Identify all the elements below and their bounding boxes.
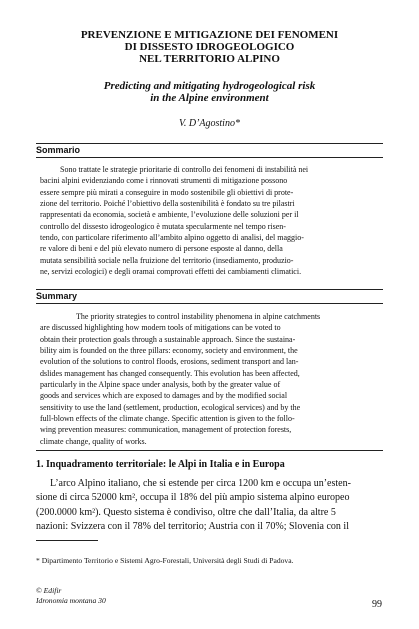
summary-line: obtain their protection goals through a sustainable approach. Since the sustaina- <box>40 334 296 344</box>
sommario-line: ne, servizi ecologici) e degli oramai comprovati effetti dei cambiamenti climatici. <box>40 267 302 277</box>
sommario-line: controllo del dissesto idrogeologico è mutata specularmente nel tempo risen- <box>40 221 286 231</box>
sommario-line: tendo, con particolare riferimento all’ambito alpino oggetto di analisi, del maggio- <box>40 233 304 243</box>
footnote: * Dipartimento Territorio e Sistemi Agro-Forestali, Università degli Studi di Padova. <box>36 556 294 565</box>
footnote-rule <box>36 540 98 541</box>
title-line: DI DISSESTO IDROGEOLOGICO <box>124 41 295 53</box>
summary-line: are discussed highlighting how modern tools of mitigations can be voted to <box>40 323 281 333</box>
sommario-label: Sommario <box>36 145 81 155</box>
sommario-line: bacini alpini evidenziando come i rinnovati strumenti di mitigazione possono <box>40 176 288 186</box>
sommario-line: re valore di beni e del più elevato numero di persone esposte al danno, della <box>40 244 283 254</box>
sommario-line: rappresentati da economia, società e ambiente, l’evoluzione delle soluzioni per il <box>40 210 299 220</box>
title-line: Predicting and mitigating hydrogeological risk <box>103 80 316 92</box>
summary-text <box>40 311 382 447</box>
body-line: (200.0000 km²). Questo sistema è condiviso, oltre che dall’Italia, da altre 5 <box>36 506 336 518</box>
journal-name: Idronomia montana 30 <box>36 596 106 605</box>
sommario-line: essere sempre più mirati a conseguire in modo sostenibile gli obiettivi di prote- <box>40 187 294 197</box>
section-rule <box>36 143 383 144</box>
title-line: in the Alpine environment <box>150 92 269 104</box>
sommario-line: Sono trattate le strategie prioritarie di controllo dei fenomeni di instabilità nei <box>60 165 309 174</box>
summary-line: climate change, quality of works. <box>40 436 147 446</box>
english-title <box>20 80 399 104</box>
body-line: L’arco Alpino italiano, che si estende per circa 1200 km e occupa un’esten- <box>50 478 351 489</box>
sommario-line: zione del territorio. Poiché l’obiettivo della sostenibilità è fondato su tre pilastri <box>40 199 295 209</box>
section-rule <box>36 450 383 451</box>
section-rule <box>36 157 383 158</box>
summary-line: particularly in the Alpine space under analysis, both by the greater value of <box>40 380 281 390</box>
sommario-line: mutata sensibilità sociale nella fruizione del territorio (insediamento, produzio- <box>40 255 294 265</box>
summary-line: goods and services which are exposed to damages and by the modified social <box>40 391 288 401</box>
summary-line: sensitivity to use the land (settlement, production, ecological services) and by the <box>40 402 301 412</box>
page-number: 99 <box>372 599 382 610</box>
summary-line: evolution of the solutions to control floods, erosions, sediment transport and lan- <box>40 357 299 367</box>
publisher: © Edifir <box>36 586 62 595</box>
title-line: NEL TERRITORIO ALPINO <box>139 53 280 65</box>
summary-line: bility aim is founded on the three pillars: economy, society and environment, the <box>40 346 298 356</box>
sommario-text <box>40 164 382 277</box>
section-rule <box>36 289 383 290</box>
title-line: PREVENZIONE E MITIGAZIONE DEI FENOMENI <box>80 29 339 41</box>
body-text <box>36 477 383 534</box>
summary-line: dslides management has changed consequently. This evolution has been affected, <box>40 368 300 378</box>
summary-line: The priority strategies to control instability phenomena in alpine catchments <box>76 312 321 321</box>
author-line: V. D’Agostino* <box>179 118 240 129</box>
summary-line: wing prevention measures: communication, management of protection forests, <box>40 425 292 435</box>
section-heading: 1. Inquadramento territoriale: le Alpi in Italia e in Europa <box>36 459 285 470</box>
body-line: nazioni: Svizzera con il 78% del territorio; Austria con il 70%; Slovenia con il <box>36 520 349 532</box>
body-line: sione di circa 52000 km², occupa il 18% del più ampio sistema alpino europeo <box>36 492 350 504</box>
italian-title <box>20 29 399 65</box>
summary-line: full-blown effects of the climate change. Specific attention is given to the follo- <box>40 414 295 424</box>
footer-left <box>36 586 106 606</box>
section-rule <box>36 303 383 304</box>
summary-label: Summary <box>36 291 78 301</box>
